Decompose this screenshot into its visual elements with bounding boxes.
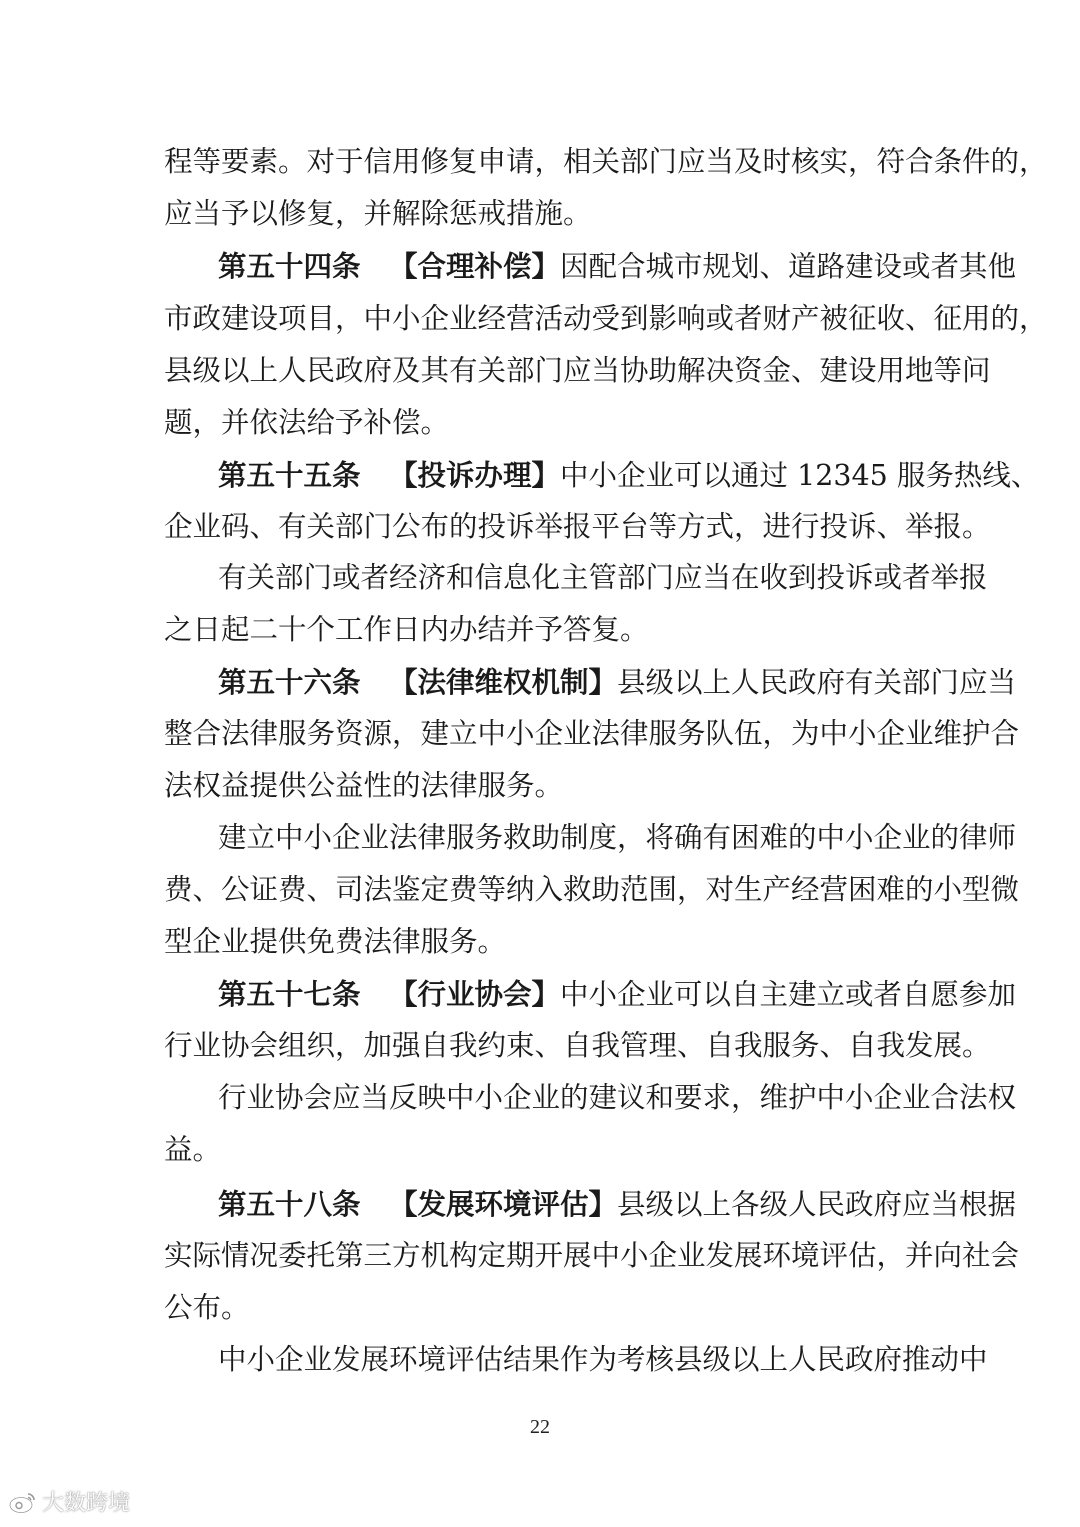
article-55-line (218, 458, 1040, 492)
text-segment: 县级以上人民政府有关部门应当 (617, 666, 1017, 699)
text-line: 行业协会组织，加强自我约束、自我管理、自我服务、自我发展。 (164, 1029, 991, 1062)
text-line: 县级以上人民政府及其有关部门应当协助解决资金、建设用地等问 (164, 354, 991, 387)
article-heading: 【发展环境评估】 (389, 1187, 618, 1221)
text-line: 程等要素。对于信用修复申请，相关部门应当及时核实，符合条件的， (164, 145, 1048, 178)
text-line: 公布。 (164, 1291, 250, 1324)
text-line: 法权益提供公益性的法律服务。 (164, 769, 564, 802)
text-line: 益。 (164, 1133, 222, 1166)
text-segment: 中小企业可以自主建立或者自愿参加 (560, 978, 1017, 1011)
text-line: 行业协会应当反映中小企业的建议和要求，维护中小企业合法权 (218, 1081, 1017, 1114)
watermark (8, 1486, 130, 1517)
text-line: 应当予以修复，并解除惩戒措施。 (164, 197, 592, 230)
article-number: 第五十六条 (218, 665, 361, 699)
weibo-logo-icon (8, 1490, 38, 1514)
text-line: 型企业提供免费法律服务。 (164, 925, 507, 958)
text-line: 建立中小企业法律服务救助制度，将确有困难的中小企业的律师 (218, 821, 1017, 854)
page-number: 22 (530, 1416, 550, 1438)
article-54-line (218, 249, 1017, 283)
text-line: 实际情况委托第三方机构定期开展中小企业发展环境评估，并向社会 (164, 1239, 1020, 1272)
article-number: 第五十七条 (218, 977, 361, 1011)
article-number: 第五十五条 (218, 458, 361, 492)
article-heading: 【合理补偿】 (389, 249, 561, 283)
text-line: 有关部门或者经济和信息化主管部门应当在收到投诉或者举报 (218, 561, 988, 594)
text-segment: 中小企业可以通过 12345 服务热线、 (560, 459, 1040, 492)
watermark-text: 大数跨境 (42, 1491, 131, 1516)
text-line: 整合法律服务资源，建立中小企业法律服务队伍，为中小企业维护合 (164, 717, 1020, 750)
article-heading: 【投诉办理】 (389, 458, 561, 492)
text-segment: 县级以上各级人民政府应当根据 (617, 1188, 1017, 1221)
article-58-line (218, 1187, 1017, 1221)
article-number: 第五十八条 (218, 1187, 361, 1221)
article-heading: 【法律维权机制】 (389, 665, 618, 699)
article-number: 第五十四条 (218, 249, 361, 283)
text-line: 题，并依法给予补偿。 (164, 406, 450, 439)
article-56-line (218, 665, 1017, 699)
text-line: 之日起二十个工作日内办结并予答复。 (164, 613, 649, 646)
article-heading: 【行业协会】 (389, 977, 561, 1011)
text-line: 企业码、有关部门公布的投诉举报平台等方式，进行投诉、举报。 (164, 510, 991, 543)
text-line: 市政建设项目，中小企业经营活动受到影响或者财产被征收、征用的， (164, 302, 1048, 335)
text-line: 费、公证费、司法鉴定费等纳入救助范围，对生产经营困难的小型微 (164, 873, 1020, 906)
article-57-line (218, 977, 1017, 1011)
text-line: 中小企业发展环境评估结果作为考核县级以上人民政府推动中 (218, 1343, 988, 1376)
text-segment: 因配合城市规划、道路建设或者其他 (560, 250, 1017, 283)
